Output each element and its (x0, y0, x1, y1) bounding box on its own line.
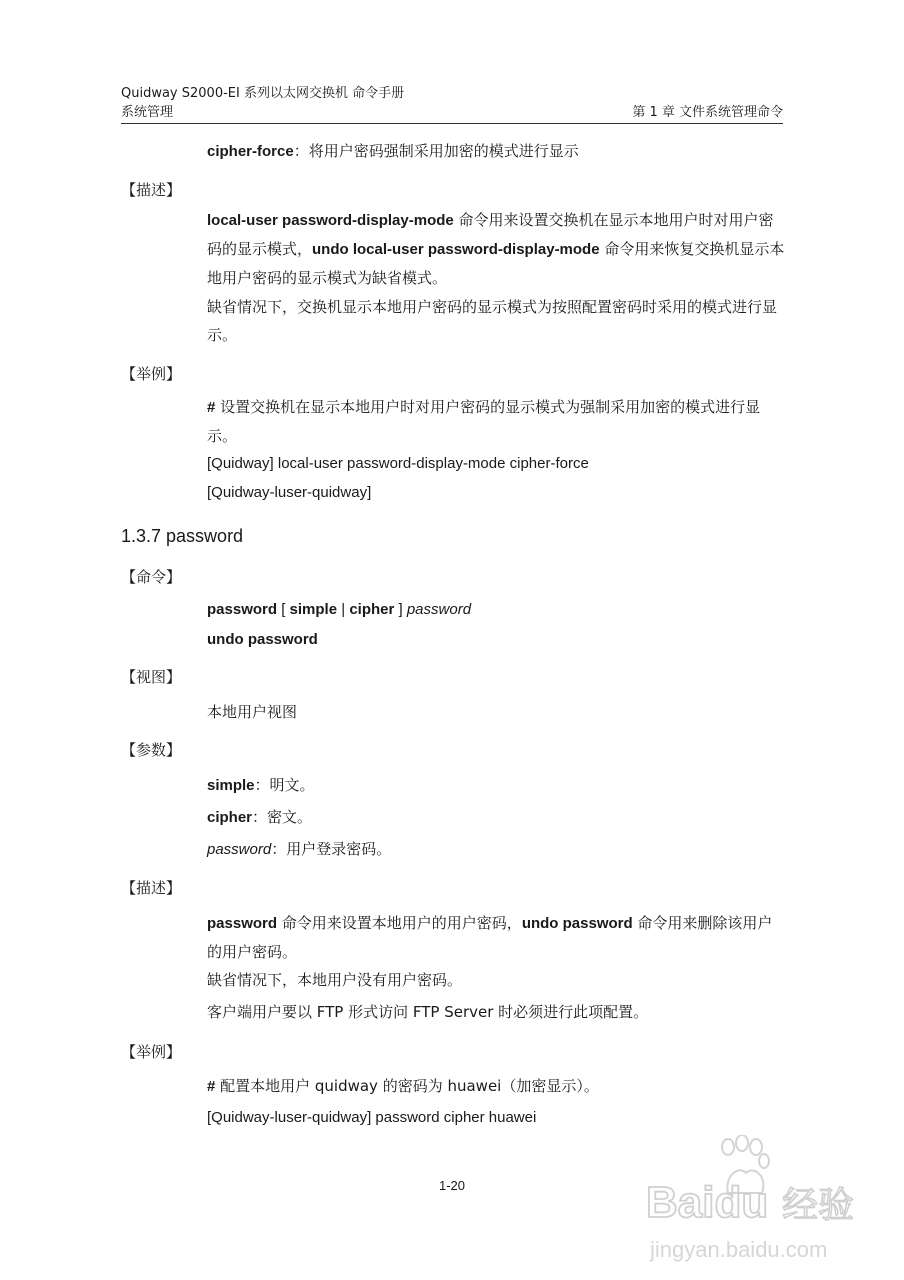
param-name: cipher-force (207, 143, 294, 160)
description-text: 命令用来设置本地用户的用户密码， (277, 914, 522, 932)
watermark-url: jingyan.baidu.com (650, 1237, 828, 1262)
paw-toe-icon (759, 1154, 769, 1168)
comment-hash: # (207, 1078, 216, 1095)
param-item (207, 835, 785, 864)
param-name: simple (207, 777, 255, 794)
param-item (207, 803, 785, 832)
description-text: 命令用来删除该用户的用户密码。 (207, 914, 773, 961)
bracket: ] (394, 601, 407, 618)
command-name: local-user password-display-mode (207, 212, 454, 229)
description-text: 命令用来设置交换机在显示本地用户时对用户密码的显示模式， (207, 211, 774, 258)
comment-hash: # (207, 399, 216, 416)
param-item (207, 771, 785, 800)
undo-command-syntax (207, 625, 785, 654)
param-desc: ：明文。 (254, 776, 315, 794)
command-name: password (207, 915, 278, 932)
view-text: 本地用户视图 (207, 703, 298, 721)
header-chapter: 第 1 章 文件系统管理命令 (632, 105, 783, 120)
description-paragraph (207, 909, 785, 966)
param-desc: ：密文。 (252, 808, 313, 826)
section-label-example: 【举例】 (121, 1043, 182, 1061)
param-desc: ：用户登录密码。 (271, 840, 392, 858)
paw-toe-icon (722, 1139, 734, 1155)
baidu-watermark-logo (640, 1135, 870, 1275)
keyword: simple (289, 601, 338, 618)
comment-text: 配置本地用户 quidway 的密码为 huawei（加密显示）。 (215, 1077, 599, 1095)
paw-toe-icon (750, 1139, 762, 1155)
keyword: cipher (349, 601, 395, 618)
comment-text: 设置交换机在显示本地用户时对用户密码的显示模式为强制采用加密的模式进行显示。 (207, 398, 761, 445)
command-name: undo password (521, 915, 633, 932)
bracket: [ (277, 601, 290, 618)
section-label-example: 【举例】 (121, 365, 182, 383)
cipher-force-param (207, 137, 785, 166)
header-section: 系统管理 (121, 105, 174, 120)
description-paragraph (207, 206, 785, 292)
section-title: 1.3.7 password (121, 526, 244, 546)
header-rule (121, 123, 783, 124)
paw-toe-icon (736, 1135, 748, 1151)
argument: password (406, 601, 472, 618)
section-label-parameters: 【参数】 (121, 741, 182, 759)
param-name: cipher (207, 809, 253, 826)
description-default: 缺省情况下，交换机显示本地用户密码的显示模式为按照配置密码时采用的模式进行显示。 (207, 298, 778, 344)
section-label-description: 【描述】 (121, 181, 182, 199)
keyword: password (207, 601, 278, 618)
keyword: undo password (207, 631, 318, 648)
param-desc: ：将用户密码强制采用加密的模式进行显示 (293, 142, 579, 160)
description-note: 客户端用户要以 FTP 形式访问 FTP Server 时必须进行此项配置。 (207, 1003, 649, 1021)
description-default: 缺省情况下，本地用户没有用户密码。 (207, 971, 463, 989)
command-syntax (207, 596, 785, 624)
section-label-command: 【命令】 (121, 568, 182, 586)
example-code-line: [Quidway] local-user password-display-mode cipher-force (207, 455, 589, 472)
header-doc-title: Quidway S2000-EI 系列以太网交换机 命令手册 (121, 86, 405, 101)
page-number: 1-20 (438, 1178, 466, 1193)
description-text: 命令用来恢复交换机显示本地用户密码的显示模式为缺省模式。 (207, 240, 785, 287)
param-name: password (207, 841, 272, 858)
example-comment (207, 1072, 785, 1101)
section-label-description: 【描述】 (121, 879, 182, 897)
example-code-line: [Quidway-luser-quidway] password cipher huawei (207, 1109, 537, 1126)
separator: | (337, 601, 350, 618)
command-name: undo local-user password-display-mode (312, 241, 600, 258)
watermark-brand-cn: 经验 (782, 1185, 855, 1226)
watermark-brand: Baidu (646, 1178, 769, 1227)
example-comment (207, 393, 785, 450)
section-label-view: 【视图】 (121, 668, 182, 686)
example-code-line: [Quidway-luser-quidway] (207, 484, 372, 501)
